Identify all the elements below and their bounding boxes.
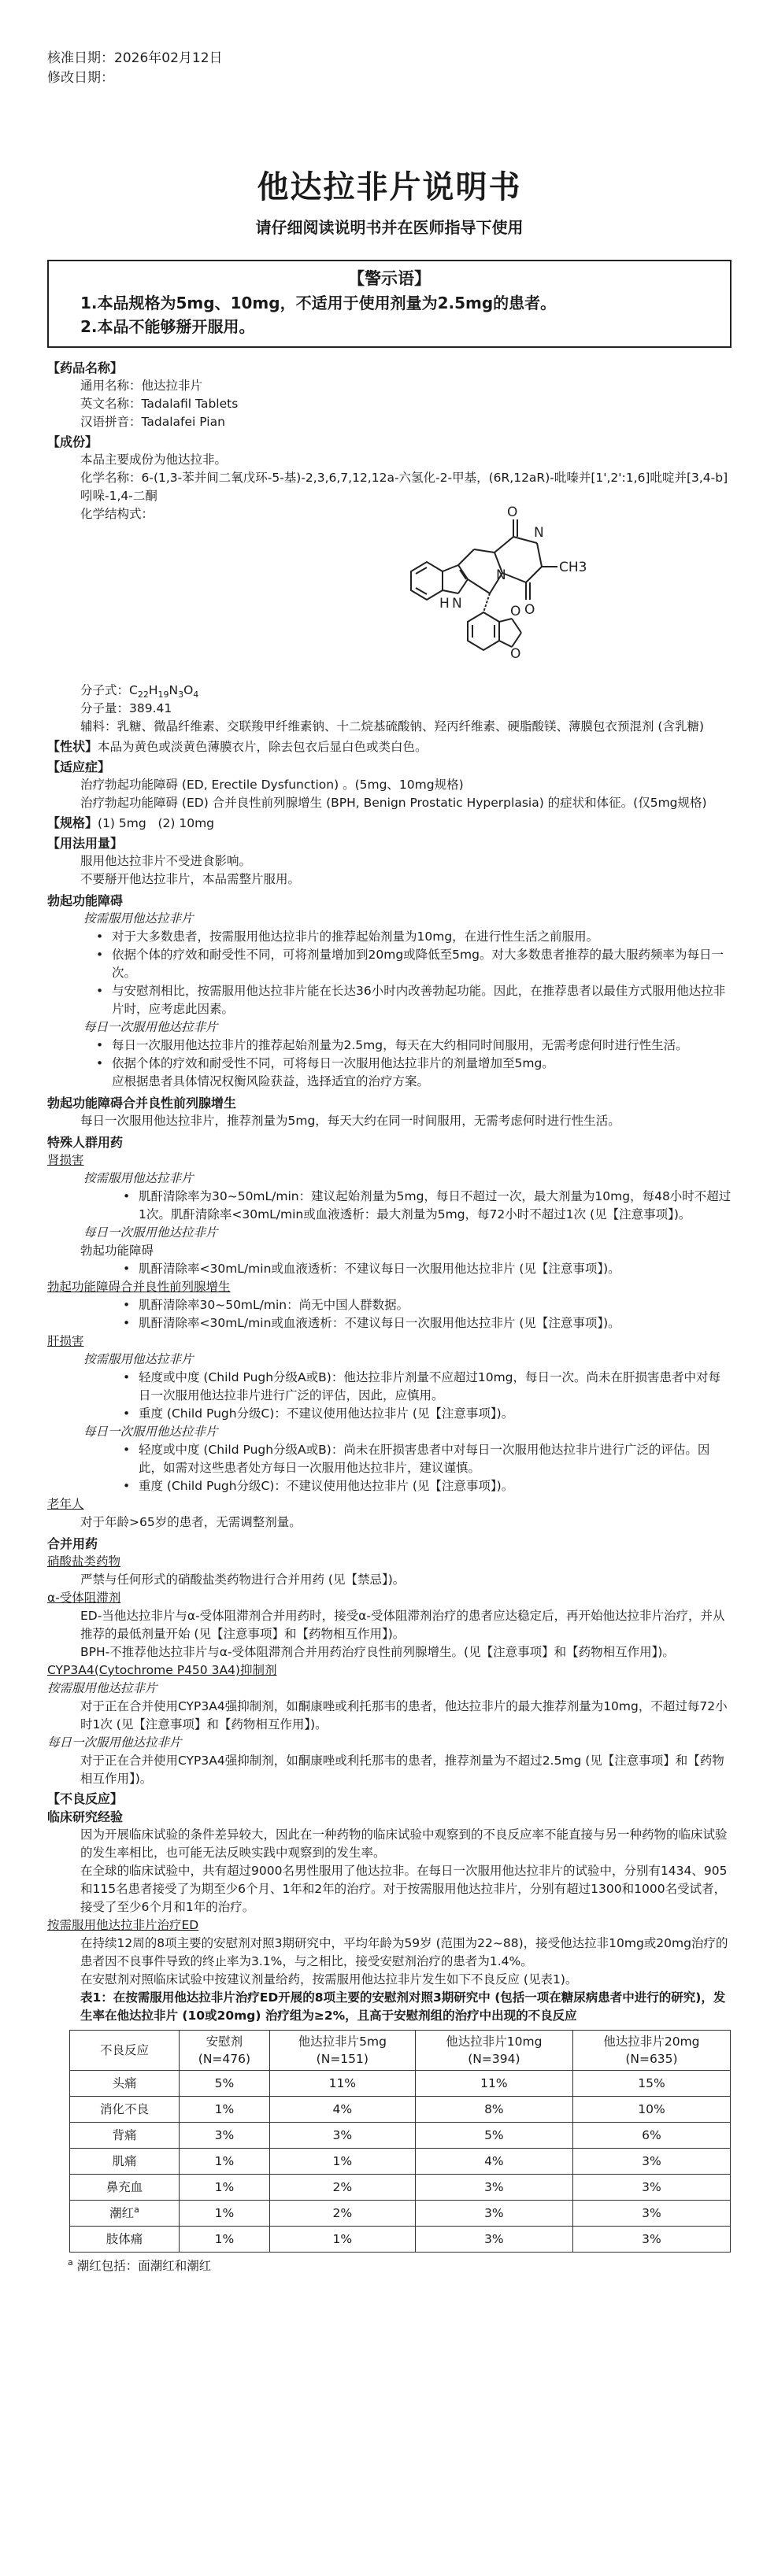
renal-ed-list <box>47 1260 732 1278</box>
revision-date: 修改日期： <box>47 70 114 86</box>
table-cell: 3% <box>572 2149 730 2175</box>
table-footnote <box>47 2257 732 2275</box>
formula-sub: 22 <box>137 689 149 700</box>
special-population-heading: 特殊人群用药 <box>47 1135 124 1150</box>
table-cell: 5% <box>180 2071 270 2097</box>
warning-box <box>47 260 732 348</box>
atom-label: O <box>510 646 521 662</box>
generic-name: 通用名称：他达拉非片 <box>80 379 203 393</box>
section-title: 【规格】 <box>47 815 98 830</box>
list-item: • 与安慰剂相比，按需服用他达拉非片能在长达36小时内改善勃起功能。因此，在推荐患者以最佳方式服用他达拉非片时，应考虑此因素。 <box>96 982 732 1018</box>
list-item: • 依据个体的疗效和耐受性不同，可将剂量增加到20mg或降低至5mg。对大多数患者推荐的最大服药频率为每日一次。 <box>96 946 732 982</box>
atom-label: O <box>507 504 518 520</box>
indication-item: 治疗勃起功能障碍 (ED, Erectile Dysfunction) 。(5mg、10mg规格) <box>80 778 464 792</box>
section-adverse <box>47 1790 732 2275</box>
renal-edbph-list <box>47 1296 732 1332</box>
renal-prn-heading: 按需服用他达拉非片 <box>83 1171 194 1185</box>
table-cell: 15% <box>572 2071 730 2097</box>
table-cell: 2% <box>269 2201 415 2227</box>
table-header-cell: 他达拉非片10mg (N=394) <box>415 2031 572 2071</box>
table-cell: 3% <box>415 2201 572 2227</box>
cyp-prn-text: 对于正在合并使用CYP3A4强抑制剂，如酮康唑或利托那韦的患者，他达拉非片的最大推荐剂量为10mg，不超过每72小时1次 (见【注意事项】和【药物相互作用】)。 <box>80 1699 728 1732</box>
list-item: • 肌酐清除率<30mL/min或血液透析：不建议每日一次服用他达拉非片 (见【注意事项】)。 <box>123 1314 732 1332</box>
list-item: • 对于大多数患者，按需服用他达拉非片的推荐起始剂量为10mg，在进行性生活之前服用。 <box>96 928 732 946</box>
section-drug-name <box>47 359 732 431</box>
adverse-ed-heading: 按需服用他达拉非片治疗ED <box>47 1918 199 1932</box>
table-cell: 1% <box>180 2149 270 2175</box>
table-cell: 3% <box>180 2123 270 2149</box>
table-cell: 11% <box>269 2071 415 2097</box>
formula-element: O <box>183 683 194 697</box>
structure-row <box>47 505 732 682</box>
table-cell: 8% <box>415 2097 572 2123</box>
edbph-text: 每日一次服用他达拉非片，推荐剂量为5mg，每天大约在同一时间服用，无需考虑何时进行性生活。 <box>80 1114 620 1128</box>
ed-prn-heading: 按需服用他达拉非片 <box>83 911 194 926</box>
approval-date: 核准日期：2026年02月12日 <box>47 50 223 66</box>
adverse-paragraph: 在安慰剂对照临床试验中按建议剂量给药，按需服用他达拉非片发生如下不良反应 (见表1)。 <box>80 1972 578 1987</box>
tadalafil-structure-diagram <box>395 501 624 682</box>
table-cell: 3% <box>269 2123 415 2149</box>
table-cell: 3% <box>415 2227 572 2253</box>
adverse-paragraph: 因为开展临床试验的条件差异较大，因此在一种药物的临床试验中观察到的不良反应率不能直接与另一种药物的临床试验的发生率相比，也可能无法反映实践中观察到的发生率。 <box>80 1828 728 1860</box>
hepatic-daily-heading: 每日一次服用他达拉非片 <box>83 1425 218 1439</box>
table-cell: 肌痛 <box>70 2149 180 2175</box>
table-header-row <box>70 2031 731 2071</box>
atom-label: CH3 <box>559 560 587 575</box>
section-title: 【药品名称】 <box>47 360 124 375</box>
formula-sub: 4 <box>193 689 199 700</box>
trial-heading: 临床研究经验 <box>47 1809 124 1824</box>
list-item: • 肌酐清除率为30~50mL/min：建议起始剂量为5mg，每日不超过一次，最大剂量为10mg，每48小时不超过1次。肌酐清除率<30mL/min或血液透析：最大剂量为5mg，每72小时不超过1次 (见【注意事项】)。 <box>123 1188 732 1224</box>
atom-label: N <box>452 596 462 612</box>
list-item: • 轻度或中度 (Child Pugh分级A或B)：尚未在肝损害患者中对每日一次服用他达拉非片进行广泛的评估。因此，如需对这些患者处方每日一次服用他达拉非片，建议谨慎。 <box>123 1441 732 1477</box>
table-row <box>70 2071 731 2097</box>
footnote-text: 潮红包括：面潮红和潮红 <box>76 2259 212 2273</box>
cyp-heading: CYP3A4(Cytochrome P450 3A4)抑制剂 <box>47 1663 277 1677</box>
cyp-daily-text: 对于正在合并使用CYP3A4强抑制剂，如酮康唑或利托那韦的患者，推荐剂量为不超过2.5mg (见【注意事项】和【药物相互作用】)。 <box>80 1754 724 1786</box>
table-row <box>70 2201 731 2227</box>
table-header-cell: 他达拉非片5mg (N=151) <box>269 2031 415 2071</box>
combination-heading: 合并用药 <box>47 1536 98 1551</box>
alpha-ed-text: ED-当他达拉非片与α-受体阻滞剂合并用药时，接受α-受体阻滞剂治疗的患者应达稳定后，再开始他达拉非片治疗，并从推荐的最低剂量开始 (见【注意事项】和【药物相互作用】)。 <box>80 1609 725 1641</box>
ed-prn-list <box>47 928 732 1018</box>
table-cell: 肢体痛 <box>70 2227 180 2253</box>
formula-sub: 19 <box>157 689 169 700</box>
ed-heading: 勃起功能障碍 <box>47 893 124 908</box>
atom-label: O <box>510 604 521 619</box>
table-row <box>70 2227 731 2253</box>
ed-daily-heading: 每日一次服用他达拉非片 <box>83 1020 218 1034</box>
list-item: • 重度 (Child Pugh分级C)：不建议使用他达拉非片 (见【注意事项】)。 <box>123 1405 732 1423</box>
structure-label: 化学结构式： <box>80 507 154 521</box>
table-cell: 4% <box>269 2097 415 2123</box>
indication-item: 治疗勃起功能障碍 (ED) 合并良性前列腺增生 (BPH, Benign Prostatic Hyperplasia) 的症状和体征。(仅5mg规格) <box>80 796 707 810</box>
molecular-weight: 分子量：389.41 <box>80 701 172 715</box>
renal-ed-heading: 勃起功能障碍 <box>80 1244 154 1258</box>
table-header-cell: 安慰剂 (N=476) <box>180 2031 270 2071</box>
table-row <box>70 2149 731 2175</box>
list-item: • 肌酐清除率30~50mL/min：尚无中国人群数据。 <box>123 1296 732 1314</box>
character-text: 本品为黄色或淡黄色薄膜衣片，除去包衣后显白色或类白色。 <box>98 740 428 754</box>
formula-element: N <box>169 683 179 697</box>
table-header-cell: 不良反应 <box>70 2031 180 2071</box>
hepatic-heading: 肝损害 <box>47 1334 84 1348</box>
hepatic-daily-list <box>47 1441 732 1495</box>
renal-edbph-heading: 勃起功能障碍合并良性前列腺增生 <box>47 1280 231 1294</box>
table-cell: 10% <box>572 2097 730 2123</box>
table-cell: 3% <box>572 2201 730 2227</box>
table-caption: 表1：在按需服用他达拉非片治疗ED开展的8项主要的安慰剂对照3期研究中 (包括一项在糖尿病患者中进行的研究)，发生率在他达拉非片 (10或20mg) 治疗组为≥2%，且高于安慰剂组的治疗中出现的不良反应 <box>80 1990 726 2023</box>
table-cell: 1% <box>180 2201 270 2227</box>
specification-text: (1) 5mg (2) 10mg <box>98 816 215 830</box>
elderly-text: 对于年龄>65岁的患者，无需调整剂量。 <box>80 1515 302 1529</box>
section-composition <box>47 433 732 736</box>
table-cell: 5% <box>415 2123 572 2149</box>
table-cell: 3% <box>572 2227 730 2253</box>
main-ingredient: 本品主要成份为他达拉非。 <box>80 453 228 467</box>
ed-daily-note: 应根据患者具体情况权衡风险获益，选择适宜的治疗方案。 <box>112 1074 430 1088</box>
atom-label: H <box>439 596 450 612</box>
table-cell: 4% <box>415 2149 572 2175</box>
section-title: 【性状】 <box>47 739 98 754</box>
page-subtitle: 请仔细阅读说明书并在医师指导下使用 <box>255 218 524 237</box>
table-cell: 1% <box>269 2149 415 2175</box>
section-character <box>47 737 732 756</box>
section-title: 【成份】 <box>47 434 98 449</box>
table-row <box>70 2123 731 2149</box>
renal-prn-list <box>47 1188 732 1224</box>
list-item: • 肌酐清除率<30mL/min或血液透析：不建议每日一次服用他达拉非片 (见【注意事项】)。 <box>123 1260 732 1278</box>
page-title: 他达拉非片说明书 <box>257 169 522 205</box>
footnote-mark: a <box>68 2256 73 2267</box>
table-cell: 11% <box>415 2071 572 2097</box>
warning-item: 1.本品规格为5mg、10mg，不适用于使用剂量为2.5mg的患者。 <box>80 294 557 312</box>
section-title: 【适应症】 <box>47 759 111 774</box>
alpha-blocker-heading: α-受体阻滞剂 <box>47 1591 121 1605</box>
section-title: 【不良反应】 <box>47 1791 124 1806</box>
list-item: • 轻度或中度 (Child Pugh分级A或B)：他达拉非片剂量不应超过10mg，每日一次。尚未在肝损害患者中对每日一次服用他达拉非片进行广泛的评估，因此，应慎用。 <box>123 1369 732 1405</box>
section-indications <box>47 758 732 812</box>
warning-item: 2.本品不能够掰开服用。 <box>80 317 255 336</box>
ed-daily-list <box>47 1037 732 1073</box>
cell-text: 潮红 <box>109 2206 135 2220</box>
alpha-bph-text: BPH-不推荐他达拉非片与α-受体阻滞剂合并用药治疗良性前列腺增生。(见【注意事项】和【药物相互作用】)。 <box>80 1645 675 1659</box>
nitrate-text: 严禁与任何形式的硝酸盐类药物进行合并用药 (见【禁忌】)。 <box>80 1573 406 1587</box>
table-cell: 1% <box>180 2227 270 2253</box>
dosage-intro: 服用他达拉非片不受进食影响。 <box>80 854 252 868</box>
elderly-heading: 老年人 <box>47 1497 84 1511</box>
atom-label: N <box>496 567 506 583</box>
section-title: 【用法用量】 <box>47 836 124 851</box>
cyp-prn-heading: 按需服用他达拉非片 <box>47 1681 157 1695</box>
table-cell: 3% <box>415 2175 572 2201</box>
pinyin-name: 汉语拼音：Tadalafei Pian <box>80 415 225 429</box>
table-row <box>70 2097 731 2123</box>
chemical-name: 化学名称：6-(1,3-苯并间二氧戊环-5-基)-2,3,6,7,12,12a-六氢化-2-甲基，(6R,12aR)-吡嗪并[1',2':1,6]吡啶并[3,4-b]吲哚-1,4-二酮 <box>80 471 728 503</box>
excipients: 辅料：乳糖、微晶纤维素、交联羧甲纤维素钠、十二烷基硫酸钠、羟丙纤维素、硬脂酸镁、薄膜包衣预混剂 (含乳糖) <box>80 719 705 734</box>
footnote-mark: a <box>134 2204 139 2215</box>
table-cell: 头痛 <box>70 2071 180 2097</box>
edbph-heading: 勃起功能障碍合并良性前列腺增生 <box>47 1096 237 1111</box>
dosage-intro: 不要掰开他达拉非片，本品需整片服用。 <box>80 872 301 886</box>
list-item: • 每日一次服用他达拉非片的推荐起始剂量为2.5mg，每天在大约相同时间服用，无需考虑何时进行性生活。 <box>96 1037 732 1055</box>
formula-prefix: 分子式：C <box>80 683 138 697</box>
table-cell: 1% <box>180 2097 270 2123</box>
section-specification <box>47 814 732 833</box>
table-cell: 背痛 <box>70 2123 180 2149</box>
english-name: 英文名称：Tadalafil Tablets <box>80 397 239 411</box>
atom-label: N <box>534 525 544 541</box>
list-item: • 重度 (Child Pugh分级C)：不建议使用他达拉非片 (见【注意事项】)。 <box>123 1477 732 1495</box>
table-cell: 1% <box>269 2227 415 2253</box>
adverse-paragraph: 在持续12周的8项主要的安慰剂对照3期研究中，平均年龄为59岁 (范围为22~88)，接受他达拉非10mg或20mg治疗的患者因不良事件导致的终止率为3.1%，与之相比，接受安慰剂治疗的患者为1.4%。 <box>80 1936 728 1968</box>
hepatic-prn-list <box>47 1369 732 1423</box>
table-cell: 2% <box>269 2175 415 2201</box>
nitrate-heading: 硝酸盐类药物 <box>47 1554 121 1569</box>
table-cell: 鼻充血 <box>70 2175 180 2201</box>
table-cell: 3% <box>572 2175 730 2201</box>
hepatic-prn-heading: 按需服用他达拉非片 <box>83 1352 194 1366</box>
table-row <box>70 2175 731 2201</box>
adverse-paragraph: 在全球的临床试验中，共有超过9000名男性服用了他达拉非。在每日一次服用他达拉非片的试验中，分别有1434、905和115名患者接受了为期至少6个月、1年和2年的治疗。对于按需服用他达拉非片，分别有超过1300和1000名受试者，接受了至少6个月和1年的治疗。 <box>80 1864 728 1914</box>
adverse-reaction-table <box>69 2030 731 2253</box>
atom-label: O <box>524 602 535 618</box>
formula-element: H <box>148 683 158 697</box>
list-item: • 依据个体的疗效和耐受性不同，可将每日一次服用他达拉非片的剂量增加至5mg。 <box>96 1055 732 1073</box>
cyp-daily-heading: 每日一次服用他达拉非片 <box>47 1735 182 1750</box>
table-cell <box>70 2201 180 2227</box>
table-header-cell: 他达拉非片20mg (N=635) <box>572 2031 730 2071</box>
section-dosage <box>47 834 732 1788</box>
table-cell: 消化不良 <box>70 2097 180 2123</box>
molecular-formula <box>47 682 732 700</box>
renal-heading: 肾损害 <box>47 1153 84 1167</box>
formula-sub: 3 <box>178 689 184 700</box>
renal-daily-heading: 每日一次服用他达拉非片 <box>83 1225 218 1240</box>
table-cell: 6% <box>572 2123 730 2149</box>
table-cell: 1% <box>180 2175 270 2201</box>
warning-title: 【警示语】 <box>348 269 431 288</box>
